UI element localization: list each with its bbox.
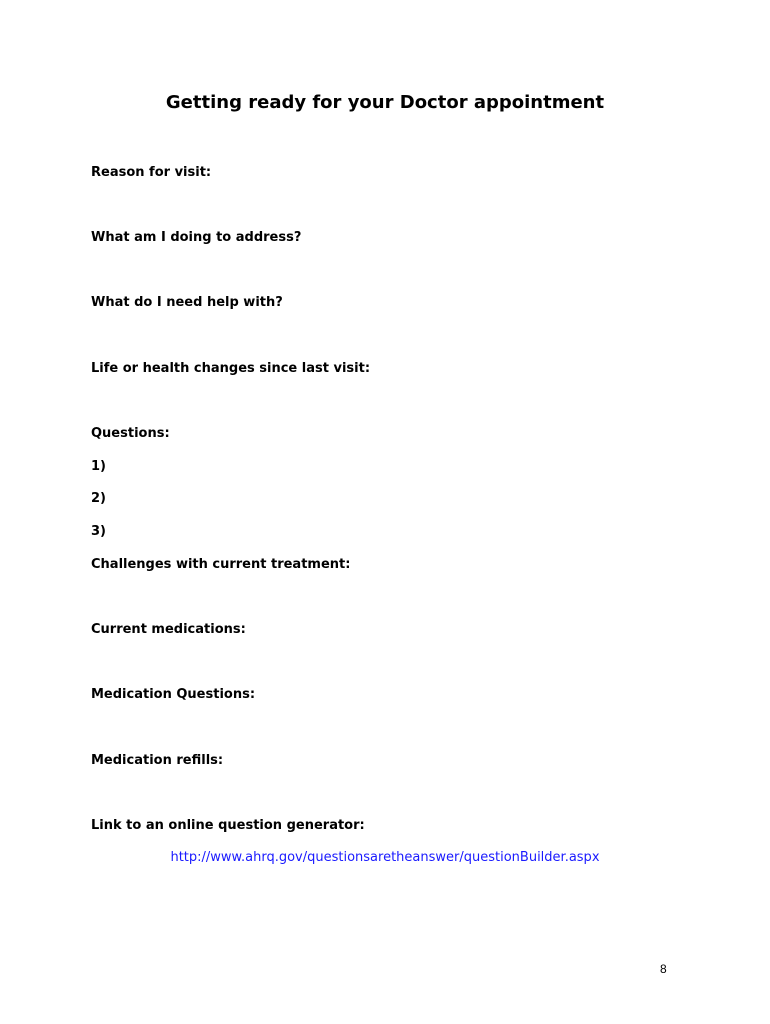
current-medications-label: Current medications: bbox=[91, 622, 246, 637]
reason-for-visit-label: Reason for visit: bbox=[91, 165, 212, 180]
challenges-treatment-label: Challenges with current treatment: bbox=[91, 557, 351, 572]
medication-questions-label: Medication Questions: bbox=[91, 687, 256, 702]
page-title: Getting ready for your Doctor appointment bbox=[165, 92, 605, 113]
question-builder-link[interactable]: http://www.ahrq.gov/questionsaretheanswer/questionBuilder.aspx bbox=[170, 850, 600, 865]
question-1-label: 1) bbox=[91, 459, 106, 474]
question-generator-label: Link to an online question generator: bbox=[91, 818, 365, 833]
need-help-with-label: What do I need help with? bbox=[91, 295, 283, 310]
question-3-label: 3) bbox=[91, 524, 106, 539]
page-number: 8 bbox=[660, 962, 667, 976]
medication-refills-label: Medication refills: bbox=[91, 753, 224, 768]
life-health-changes-label: Life or health changes since last visit: bbox=[91, 361, 371, 376]
question-2-label: 2) bbox=[91, 491, 106, 506]
questions-label: Questions: bbox=[91, 426, 170, 441]
question-builder-link-row bbox=[0, 850, 770, 865]
what-am-i-doing-label: What am I doing to address? bbox=[91, 230, 302, 245]
